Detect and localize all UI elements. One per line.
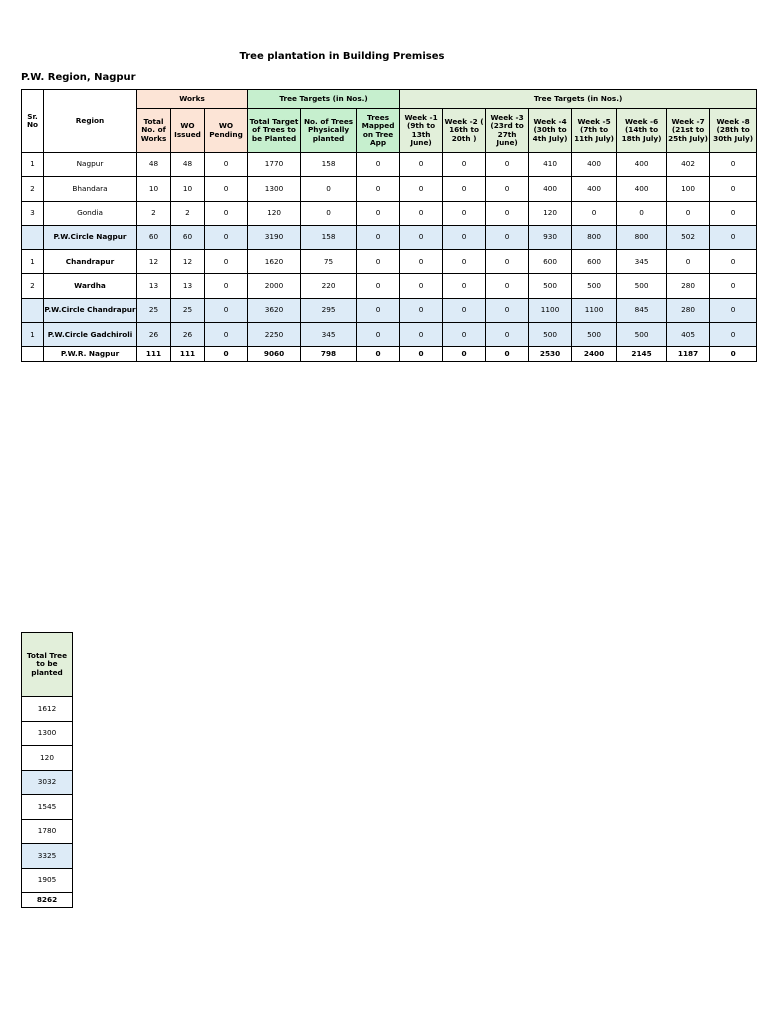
cell-week-5: 400 (572, 153, 617, 177)
cell-week-8: 0 (710, 298, 757, 322)
cell-week-7: 502 (667, 225, 710, 249)
cell-total-tree: 3032 (22, 770, 73, 795)
cell-region: P.W.Circle Gadchiroli (44, 323, 137, 347)
cell-week-8: 0 (710, 250, 757, 274)
cell-total-works: 60 (137, 225, 171, 249)
cell-wo-issued: 26 (171, 323, 205, 347)
table-row (22, 274, 757, 298)
header-works-group: Works (137, 90, 248, 109)
cell-planted: 75 (301, 250, 357, 274)
cell-total-target: 3620 (248, 298, 301, 322)
cell-week-6: 400 (617, 177, 667, 201)
cell-total-works: 10 (137, 177, 171, 201)
header-week-8: Week -8 (28th to 30th July) (710, 109, 757, 153)
cell-week-3: 0 (486, 225, 529, 249)
cell-week-3: 0 (486, 274, 529, 298)
table-body (22, 153, 757, 362)
cell-total-works: 25 (137, 298, 171, 322)
cell-week-6: 0 (617, 201, 667, 225)
cell-week-3: 0 (486, 298, 529, 322)
cell-week-4: 2530 (529, 347, 572, 362)
cell-week-7: 0 (667, 250, 710, 274)
cell-region: Chandrapur (44, 250, 137, 274)
cell-total-tree: 1545 (22, 795, 73, 820)
cell-week-4: 1100 (529, 298, 572, 322)
header-weekly-targets-group: Tree Targets (in Nos.) (400, 90, 757, 109)
cell-planted: 295 (301, 298, 357, 322)
cell-planted: 220 (301, 274, 357, 298)
cell-week-8: 0 (710, 177, 757, 201)
table-row (22, 347, 757, 362)
header-week-1: Week -1 (9th to 13th June) (400, 109, 443, 153)
cell-week-7: 0 (667, 201, 710, 225)
cell-week-5: 500 (572, 274, 617, 298)
region-subtitle: P.W. Region, Nagpur (21, 72, 136, 83)
cell-week-1: 0 (400, 298, 443, 322)
cell-region: P.W.Circle Chandrapur (44, 298, 137, 322)
cell-week-3: 0 (486, 153, 529, 177)
cell-week-7: 405 (667, 323, 710, 347)
cell-week-3: 0 (486, 323, 529, 347)
cell-total-works: 12 (137, 250, 171, 274)
cell-planted: 0 (301, 177, 357, 201)
cell-total-works: 48 (137, 153, 171, 177)
cell-planted: 0 (301, 201, 357, 225)
header-week-5: Week -5 (7th to 11th July) (572, 109, 617, 153)
cell-sr (22, 298, 44, 322)
cell-week-6: 845 (617, 298, 667, 322)
table-row (22, 721, 73, 746)
cell-wo-pending: 0 (205, 274, 248, 298)
table-row (22, 795, 73, 820)
cell-week-1: 0 (400, 250, 443, 274)
cell-wo-issued: 25 (171, 298, 205, 322)
cell-week-4: 600 (529, 250, 572, 274)
cell-week-2: 0 (443, 298, 486, 322)
cell-mapped: 0 (357, 298, 400, 322)
cell-week-1: 0 (400, 323, 443, 347)
cell-wo-issued: 12 (171, 250, 205, 274)
header-tree-targets-group: Tree Targets (in Nos.) (248, 90, 400, 109)
cell-week-3: 0 (486, 347, 529, 362)
cell-wo-pending: 0 (205, 347, 248, 362)
cell-wo-pending: 0 (205, 298, 248, 322)
cell-mapped: 0 (357, 250, 400, 274)
table-row (22, 225, 757, 249)
cell-total-tree: 1300 (22, 721, 73, 746)
cell-week-2: 0 (443, 323, 486, 347)
cell-week-5: 0 (572, 201, 617, 225)
cell-total-target: 1770 (248, 153, 301, 177)
cell-total-works: 111 (137, 347, 171, 362)
cell-total-target: 120 (248, 201, 301, 225)
cell-total-target: 1300 (248, 177, 301, 201)
cell-week-8: 0 (710, 225, 757, 249)
cell-week-7: 280 (667, 298, 710, 322)
cell-total-target: 3190 (248, 225, 301, 249)
cell-week-8: 0 (710, 323, 757, 347)
cell-week-8: 0 (710, 347, 757, 362)
cell-region: Bhandara (44, 177, 137, 201)
cell-week-8: 0 (710, 153, 757, 177)
cell-week-1: 0 (400, 225, 443, 249)
cell-total-works: 13 (137, 274, 171, 298)
cell-week-5: 400 (572, 177, 617, 201)
cell-week-2: 0 (443, 177, 486, 201)
table-row (22, 153, 757, 177)
header-wo-pending: WO Pending (205, 109, 248, 153)
total-trees-body (22, 697, 73, 908)
cell-week-2: 0 (443, 274, 486, 298)
header-total-tree-to-be-planted: Total Tree to be planted (22, 633, 73, 697)
cell-week-6: 500 (617, 323, 667, 347)
cell-mapped: 0 (357, 177, 400, 201)
header-sr-no: Sr. No (22, 90, 44, 153)
table-row (22, 746, 73, 771)
table-row (22, 868, 73, 893)
cell-week-5: 800 (572, 225, 617, 249)
cell-planted: 798 (301, 347, 357, 362)
cell-week-4: 410 (529, 153, 572, 177)
page-title: Tree plantation in Building Premises (239, 51, 445, 62)
cell-wo-issued: 13 (171, 274, 205, 298)
header-wo-issued: WO Issued (171, 109, 205, 153)
cell-week-1: 0 (400, 153, 443, 177)
cell-wo-issued: 10 (171, 177, 205, 201)
cell-sr (22, 225, 44, 249)
cell-sr: 1 (22, 250, 44, 274)
cell-sr: 2 (22, 177, 44, 201)
cell-sr: 1 (22, 323, 44, 347)
cell-week-4: 120 (529, 201, 572, 225)
cell-week-4: 930 (529, 225, 572, 249)
cell-region: P.W.Circle Nagpur (44, 225, 137, 249)
cell-week-2: 0 (443, 347, 486, 362)
cell-week-3: 0 (486, 177, 529, 201)
cell-total-target: 2000 (248, 274, 301, 298)
cell-week-1: 0 (400, 347, 443, 362)
cell-week-1: 0 (400, 201, 443, 225)
header-week-3: Week -3 (23rd to 27th June) (486, 109, 529, 153)
table-row (22, 250, 757, 274)
cell-sr: 3 (22, 201, 44, 225)
cell-week-3: 0 (486, 250, 529, 274)
cell-total-target: 1620 (248, 250, 301, 274)
cell-wo-issued: 60 (171, 225, 205, 249)
total-trees-table (21, 632, 73, 908)
cell-mapped: 0 (357, 201, 400, 225)
cell-week-2: 0 (443, 201, 486, 225)
table-row (22, 844, 73, 869)
tree-plantation-table (21, 89, 757, 362)
cell-wo-pending: 0 (205, 323, 248, 347)
cell-week-1: 0 (400, 177, 443, 201)
cell-total-target: 9060 (248, 347, 301, 362)
cell-sr: 2 (22, 274, 44, 298)
cell-week-6: 400 (617, 153, 667, 177)
table-row (22, 819, 73, 844)
table-row (22, 298, 757, 322)
cell-total-works: 2 (137, 201, 171, 225)
header-region: Region (44, 90, 137, 153)
cell-mapped: 0 (357, 347, 400, 362)
table-row (22, 177, 757, 201)
cell-sr (22, 347, 44, 362)
cell-wo-pending: 0 (205, 225, 248, 249)
cell-week-6: 500 (617, 274, 667, 298)
header-week-6: Week -6 (14th to 18th July) (617, 109, 667, 153)
cell-wo-pending: 0 (205, 177, 248, 201)
cell-wo-pending: 0 (205, 201, 248, 225)
table-row (22, 697, 73, 722)
cell-mapped: 0 (357, 323, 400, 347)
cell-week-2: 0 (443, 250, 486, 274)
cell-total-tree: 1905 (22, 868, 73, 893)
cell-total-tree: 3325 (22, 844, 73, 869)
cell-week-2: 0 (443, 153, 486, 177)
cell-sr: 1 (22, 153, 44, 177)
cell-mapped: 0 (357, 153, 400, 177)
cell-wo-issued: 2 (171, 201, 205, 225)
cell-total-tree: 120 (22, 746, 73, 771)
cell-planted: 158 (301, 153, 357, 177)
cell-total-tree-sum: 8262 (22, 893, 73, 908)
cell-week-7: 280 (667, 274, 710, 298)
cell-week-7: 402 (667, 153, 710, 177)
header-week-2: Week -2 ( 16th to 20th ) (443, 109, 486, 153)
cell-week-4: 400 (529, 177, 572, 201)
header-mapped-on-app: Trees Mapped on Tree App (357, 109, 400, 153)
cell-week-6: 345 (617, 250, 667, 274)
cell-region: Wardha (44, 274, 137, 298)
cell-week-6: 800 (617, 225, 667, 249)
cell-wo-pending: 0 (205, 250, 248, 274)
cell-planted: 345 (301, 323, 357, 347)
table-row (22, 323, 757, 347)
cell-region: Nagpur (44, 153, 137, 177)
header-total-works: Total No. of Works (137, 109, 171, 153)
cell-week-5: 1100 (572, 298, 617, 322)
table-row (22, 770, 73, 795)
cell-week-4: 500 (529, 323, 572, 347)
cell-region: P.W.R. Nagpur (44, 347, 137, 362)
cell-week-7: 100 (667, 177, 710, 201)
cell-week-4: 500 (529, 274, 572, 298)
cell-mapped: 0 (357, 225, 400, 249)
cell-week-6: 2145 (617, 347, 667, 362)
cell-week-8: 0 (710, 201, 757, 225)
cell-planted: 158 (301, 225, 357, 249)
header-week-7: Week -7 (21st to 25th July) (667, 109, 710, 153)
cell-week-1: 0 (400, 274, 443, 298)
cell-total-target: 2250 (248, 323, 301, 347)
cell-total-tree: 1612 (22, 697, 73, 722)
cell-wo-issued: 48 (171, 153, 205, 177)
cell-total-works: 26 (137, 323, 171, 347)
cell-week-5: 2400 (572, 347, 617, 362)
cell-week-2: 0 (443, 225, 486, 249)
table-row (22, 893, 73, 908)
cell-wo-issued: 111 (171, 347, 205, 362)
cell-mapped: 0 (357, 274, 400, 298)
cell-week-5: 600 (572, 250, 617, 274)
header-week-4: Week -4 (30th to 4th July) (529, 109, 572, 153)
cell-wo-pending: 0 (205, 153, 248, 177)
table-row (22, 201, 757, 225)
header-physically-planted: No. of Trees Physically planted (301, 109, 357, 153)
cell-week-5: 500 (572, 323, 617, 347)
cell-region: Gondia (44, 201, 137, 225)
cell-week-7: 1187 (667, 347, 710, 362)
cell-week-3: 0 (486, 201, 529, 225)
cell-week-8: 0 (710, 274, 757, 298)
cell-total-tree: 1780 (22, 819, 73, 844)
header-total-target: Total Target of Trees to be Planted (248, 109, 301, 153)
